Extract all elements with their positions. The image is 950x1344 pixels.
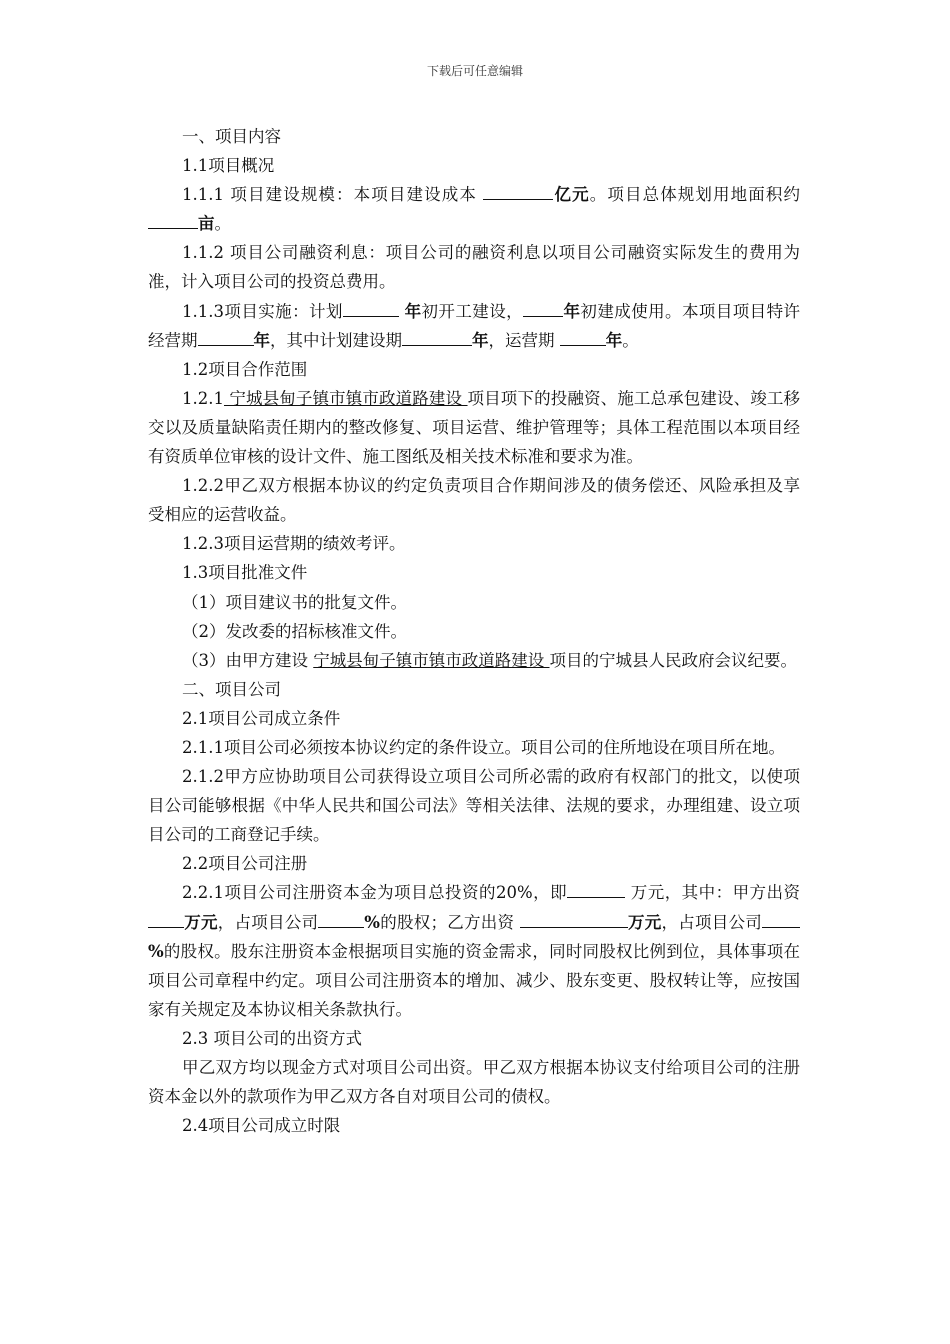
project-name-underlined: 宁城县甸子镇市镇市政道路建设 (223, 388, 468, 408)
subsection-1-1: 1.1项目概况 (182, 156, 275, 176)
subsection-1-3: 1.3项目批准文件 (182, 563, 308, 583)
clause-1-1-3: 1.1.3项目实施：计划 年初开工建设， 年初建成使用。本项目项目特许经营期 年，其中计划建设期 年，运营期 年。 (148, 297, 800, 355)
clause-1-2-2: 1.2.2甲乙双方根据本协议的约定负责项目合作期间涉及的债务偿还、风险承担及享受相应的运营收益。 (148, 476, 800, 525)
clause-1-1-2: 1.1.2 项目公司融资利息：项目公司的融资利息以项目公司融资实际发生的费用为准，计入项目公司的投资总费用。 (148, 243, 800, 292)
page-header: 下载后可任意编辑 (426, 64, 523, 78)
section-heading-2: 二、项目公司 (182, 679, 281, 699)
section-heading-1: 一、项目内容 (182, 127, 281, 146)
clause-1-1-1: 1.1.1 项目建设规模：本项目建设成本 亿元。项目总体规划用地面积约亩。 (148, 180, 800, 238)
subsection-2-1: 2.1项目公司成立条件 (182, 708, 341, 728)
approval-item-1: （1）项目建议书的批复文件。 (182, 592, 407, 612)
clause-2-3-body: 甲乙双方均以现金方式对项目公司出资。甲乙双方根据本协议支付给项目公司的注册资本金以外的款项作为甲乙双方各自对项目公司的债权。 (148, 1058, 800, 1107)
clause-2-1-1: 2.1.1项目公司必须按本协议约定的条件设立。项目公司的住所地设在项目所在地。 (182, 737, 785, 757)
subsection-1-2: 1.2项目合作范围 (182, 359, 308, 379)
clause-2-2-1: 2.2.1项目公司注册资本金为项目总投资的20%，即 万元，其中：甲方出资万元，占项目公司 %的股权；乙方出资 万元，占项目公司%的股权。股东注册资本金根据项目实施的资金需求，同时同股权比例到位，具体事项在项目公司章程中约定。项目公司注册资本的增加、减少、股东变更、股权转让等，应按国家有关规定及本协议相关条款执行。 (148, 878, 800, 1023)
project-name-underlined-2: 宁城县甸子镇市镇市政道路建设 (313, 650, 550, 670)
clause-1-2-3: 1.2.3项目运营期的绩效考评。 (182, 534, 406, 554)
subsection-2-2: 2.2项目公司注册 (182, 854, 308, 874)
document-body (148, 122, 800, 1140)
approval-item-2: （2）发改委的招标核准文件。 (182, 621, 407, 641)
clause-2-1-2: 2.1.2甲方应协助项目公司获得设立项目公司所必需的政府有权部门的批文，以使项目公司能够根据《中华人民共和国公司法》等相关法律、法规的要求，办理组建、设立项目公司的工商登记手续。 (148, 767, 800, 845)
approval-item-3: （3）由甲方建设 宁城县甸子镇市镇市政道路建设 项目的宁城县人民政府会议纪要。 (182, 650, 797, 670)
clause-1-2-1: 1.2.1 宁城县甸子镇市镇市政道路建设 项目项下的投融资、施工总承包建设、竣工移交以及质量缺陷责任期内的整改修复、项目运营、维护管理等；具体工程范围以本项目经有资质单位审核的设计文件、施工图纸及相关技术标准和要求为准。 (148, 388, 800, 467)
subsection-2-3: 2.3 项目公司的出资方式 (182, 1028, 362, 1048)
subsection-2-4: 2.4项目公司成立时限 (182, 1116, 341, 1136)
